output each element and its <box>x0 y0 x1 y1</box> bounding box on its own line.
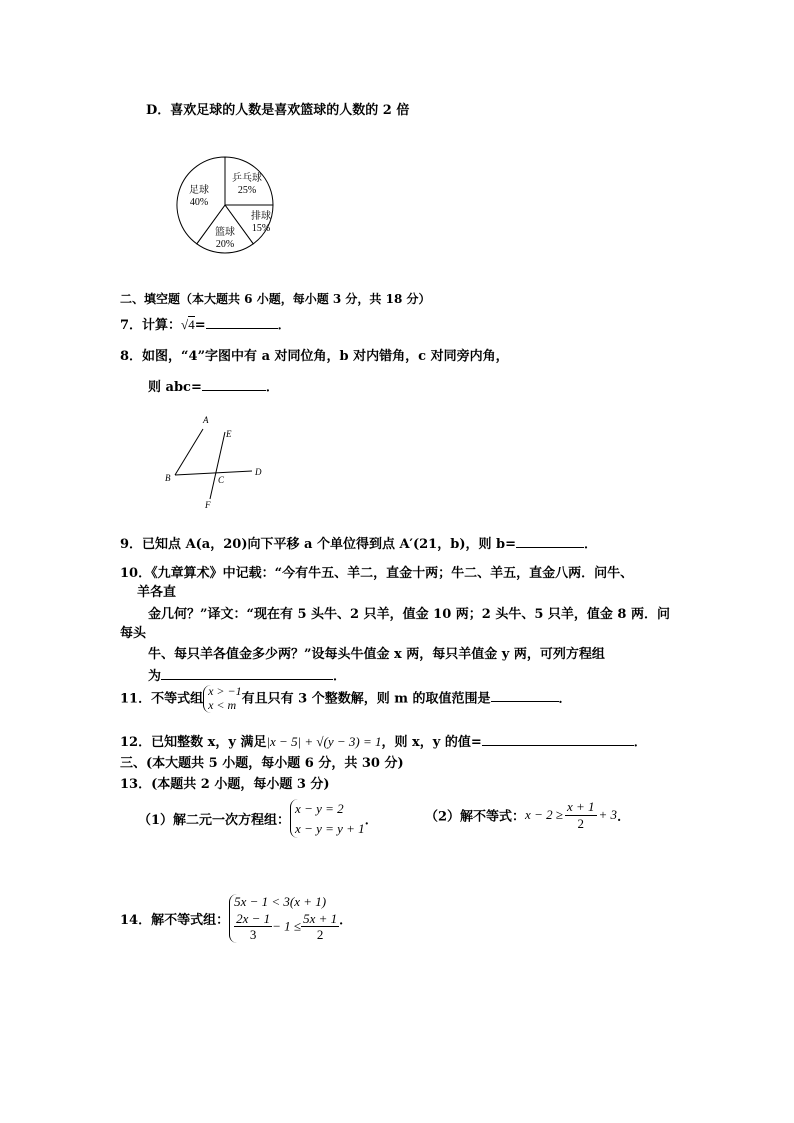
q12-expression: |x − 5| + √(y − 3) = 1 <box>266 734 382 749</box>
q7 <box>120 314 291 333</box>
q9-prefix: 9．已知点 A(a，20)向下平移 a 个单位得到点 A′(21，b)，则 b= <box>120 537 516 552</box>
q11-ineq1: x > −1 <box>208 684 242 698</box>
option-d: D．喜欢足球的人数是喜欢篮球的人数的 2 倍 <box>146 103 410 118</box>
q14-prefix: 14．解不等式组： <box>120 913 230 929</box>
pie-label-0: 足球 <box>189 185 209 196</box>
label-f: F <box>205 500 211 510</box>
figure-4-diagram <box>160 412 270 512</box>
q13-system <box>290 799 365 838</box>
line-ab <box>175 429 203 475</box>
q11-ineq2: x < m <box>208 697 237 712</box>
q13-part1-end: ． <box>364 813 378 828</box>
q13-part2-rhs: + 3 <box>598 807 618 823</box>
q11-system <box>203 685 242 713</box>
label-c: C <box>218 475 225 485</box>
q9 <box>120 533 597 552</box>
q11-prefix: 11．不等式组 <box>120 691 204 707</box>
q14 <box>120 894 352 943</box>
q13-part1 <box>138 799 378 838</box>
q10-line6-end: ． <box>333 669 347 684</box>
q13-header: 13．(本题共 2 小题，每小题 3 分) <box>120 777 330 792</box>
label-e: E <box>226 429 232 439</box>
q10-line2: 羊各直 <box>137 585 177 600</box>
pie-label-3: 篮球 <box>215 227 235 238</box>
pie-label-2: 排球 <box>251 211 271 222</box>
q14-fraction2 <box>301 911 339 943</box>
q13-eq2: x − y = y + 1 <box>295 820 365 836</box>
q12-end: ． <box>633 735 647 750</box>
pie-value-1: 25% <box>237 185 257 196</box>
q14-end: ． <box>339 913 353 929</box>
q13-part2-lhs: x − 2 ≥ <box>525 807 563 823</box>
section2-header: 二、填空题（本大题共 6 小题，每小题 3 分，共 18 分） <box>120 292 431 306</box>
q14-mid: − 1 ≤ <box>272 918 302 934</box>
q7-answer-blank[interactable] <box>206 316 278 329</box>
q14-fraction1 <box>234 911 272 943</box>
section3-header: 三、(本大题共 5 小题，每小题 6 分，共 30 分) <box>120 756 404 771</box>
q13-part2-num: x + 1 <box>566 799 595 814</box>
q12-answer-blank[interactable] <box>482 733 634 746</box>
q10-line6-prefix: 为 <box>148 669 162 684</box>
sqrt-symbol: √ <box>181 317 189 332</box>
q10-line6 <box>148 665 346 684</box>
q8-line2 <box>148 376 279 395</box>
q13-part2-den: 2 <box>577 815 584 831</box>
q10-line1: 10．《九章算术》中记载：“今有牛五、羊二，直金十两；牛二、羊五，直金八两．问牛、 <box>120 566 634 581</box>
pie-value-2: 15% <box>251 223 271 234</box>
q12-prefix: 12．已知整数 x，y 满足 <box>120 735 267 750</box>
q12 <box>120 731 647 750</box>
q8-line1: 8．如图，“4”字图中有 a 对同位角，b 对内错角，c 对同旁内角， <box>120 349 509 364</box>
label-b: B <box>165 473 171 483</box>
q13-part1-prefix: （1）解二元一次方程组： <box>138 813 291 828</box>
label-a: A <box>203 415 209 425</box>
line-bd <box>175 471 252 475</box>
q10-line3: 金几何？”译文：“现在有 5 头牛、2 只羊，值金 10 两；2 头牛、5 只羊，值金 8 两．问 <box>148 607 671 622</box>
q13-part2-fraction <box>565 799 597 831</box>
q11-answer-blank[interactable] <box>491 689 559 702</box>
q11-end: ． <box>558 691 572 707</box>
q14-num1: 2x − 1 <box>236 910 271 926</box>
q14-ineq2 <box>234 911 339 943</box>
q12-suffix: ，则 x，y 的值= <box>381 735 482 750</box>
q7-end: ． <box>277 318 291 333</box>
q14-ineq1: 5x − 1 < 3(x + 1) <box>234 894 327 909</box>
q8-answer-blank[interactable] <box>202 378 266 391</box>
q10-line5: 牛、每只羊各值金多少两？”设每头牛值金 x 两，每只羊值金 y 两，可列方程组 <box>148 647 605 662</box>
q13-part2-prefix: （2）解不等式： <box>425 809 526 825</box>
pie-label-1: 乒乓球 <box>232 173 262 184</box>
q7-radicand: 4 <box>188 317 195 332</box>
q7-prefix: 7．计算： <box>120 318 182 333</box>
q8-line2-end: ． <box>265 380 279 395</box>
q11 <box>120 685 572 713</box>
q14-den2: 2 <box>316 927 324 943</box>
pie-chart <box>170 153 280 257</box>
q14-den1: 3 <box>249 927 257 943</box>
line-ef <box>210 432 225 499</box>
q14-num2: 5x + 1 <box>303 910 338 926</box>
q13-part2-end: ． <box>617 809 631 825</box>
q10-answer-blank[interactable] <box>161 667 333 680</box>
q10-line4: 每头 <box>120 626 147 641</box>
pie-value-3: 20% <box>215 239 235 250</box>
q13-eq1: x − y = 2 <box>295 801 344 816</box>
q11-suffix: 有且只有 3 个整数解，则 m 的取值范围是 <box>241 691 491 707</box>
q8-line2-prefix: 则 abc= <box>148 380 202 395</box>
q13-part2 <box>425 799 630 831</box>
q7-equals: = <box>194 318 206 333</box>
q9-answer-blank[interactable] <box>516 535 584 548</box>
label-d: D <box>255 467 262 477</box>
q9-end: ． <box>583 537 597 552</box>
q14-system <box>229 894 339 943</box>
pie-value-0: 40% <box>189 197 209 208</box>
